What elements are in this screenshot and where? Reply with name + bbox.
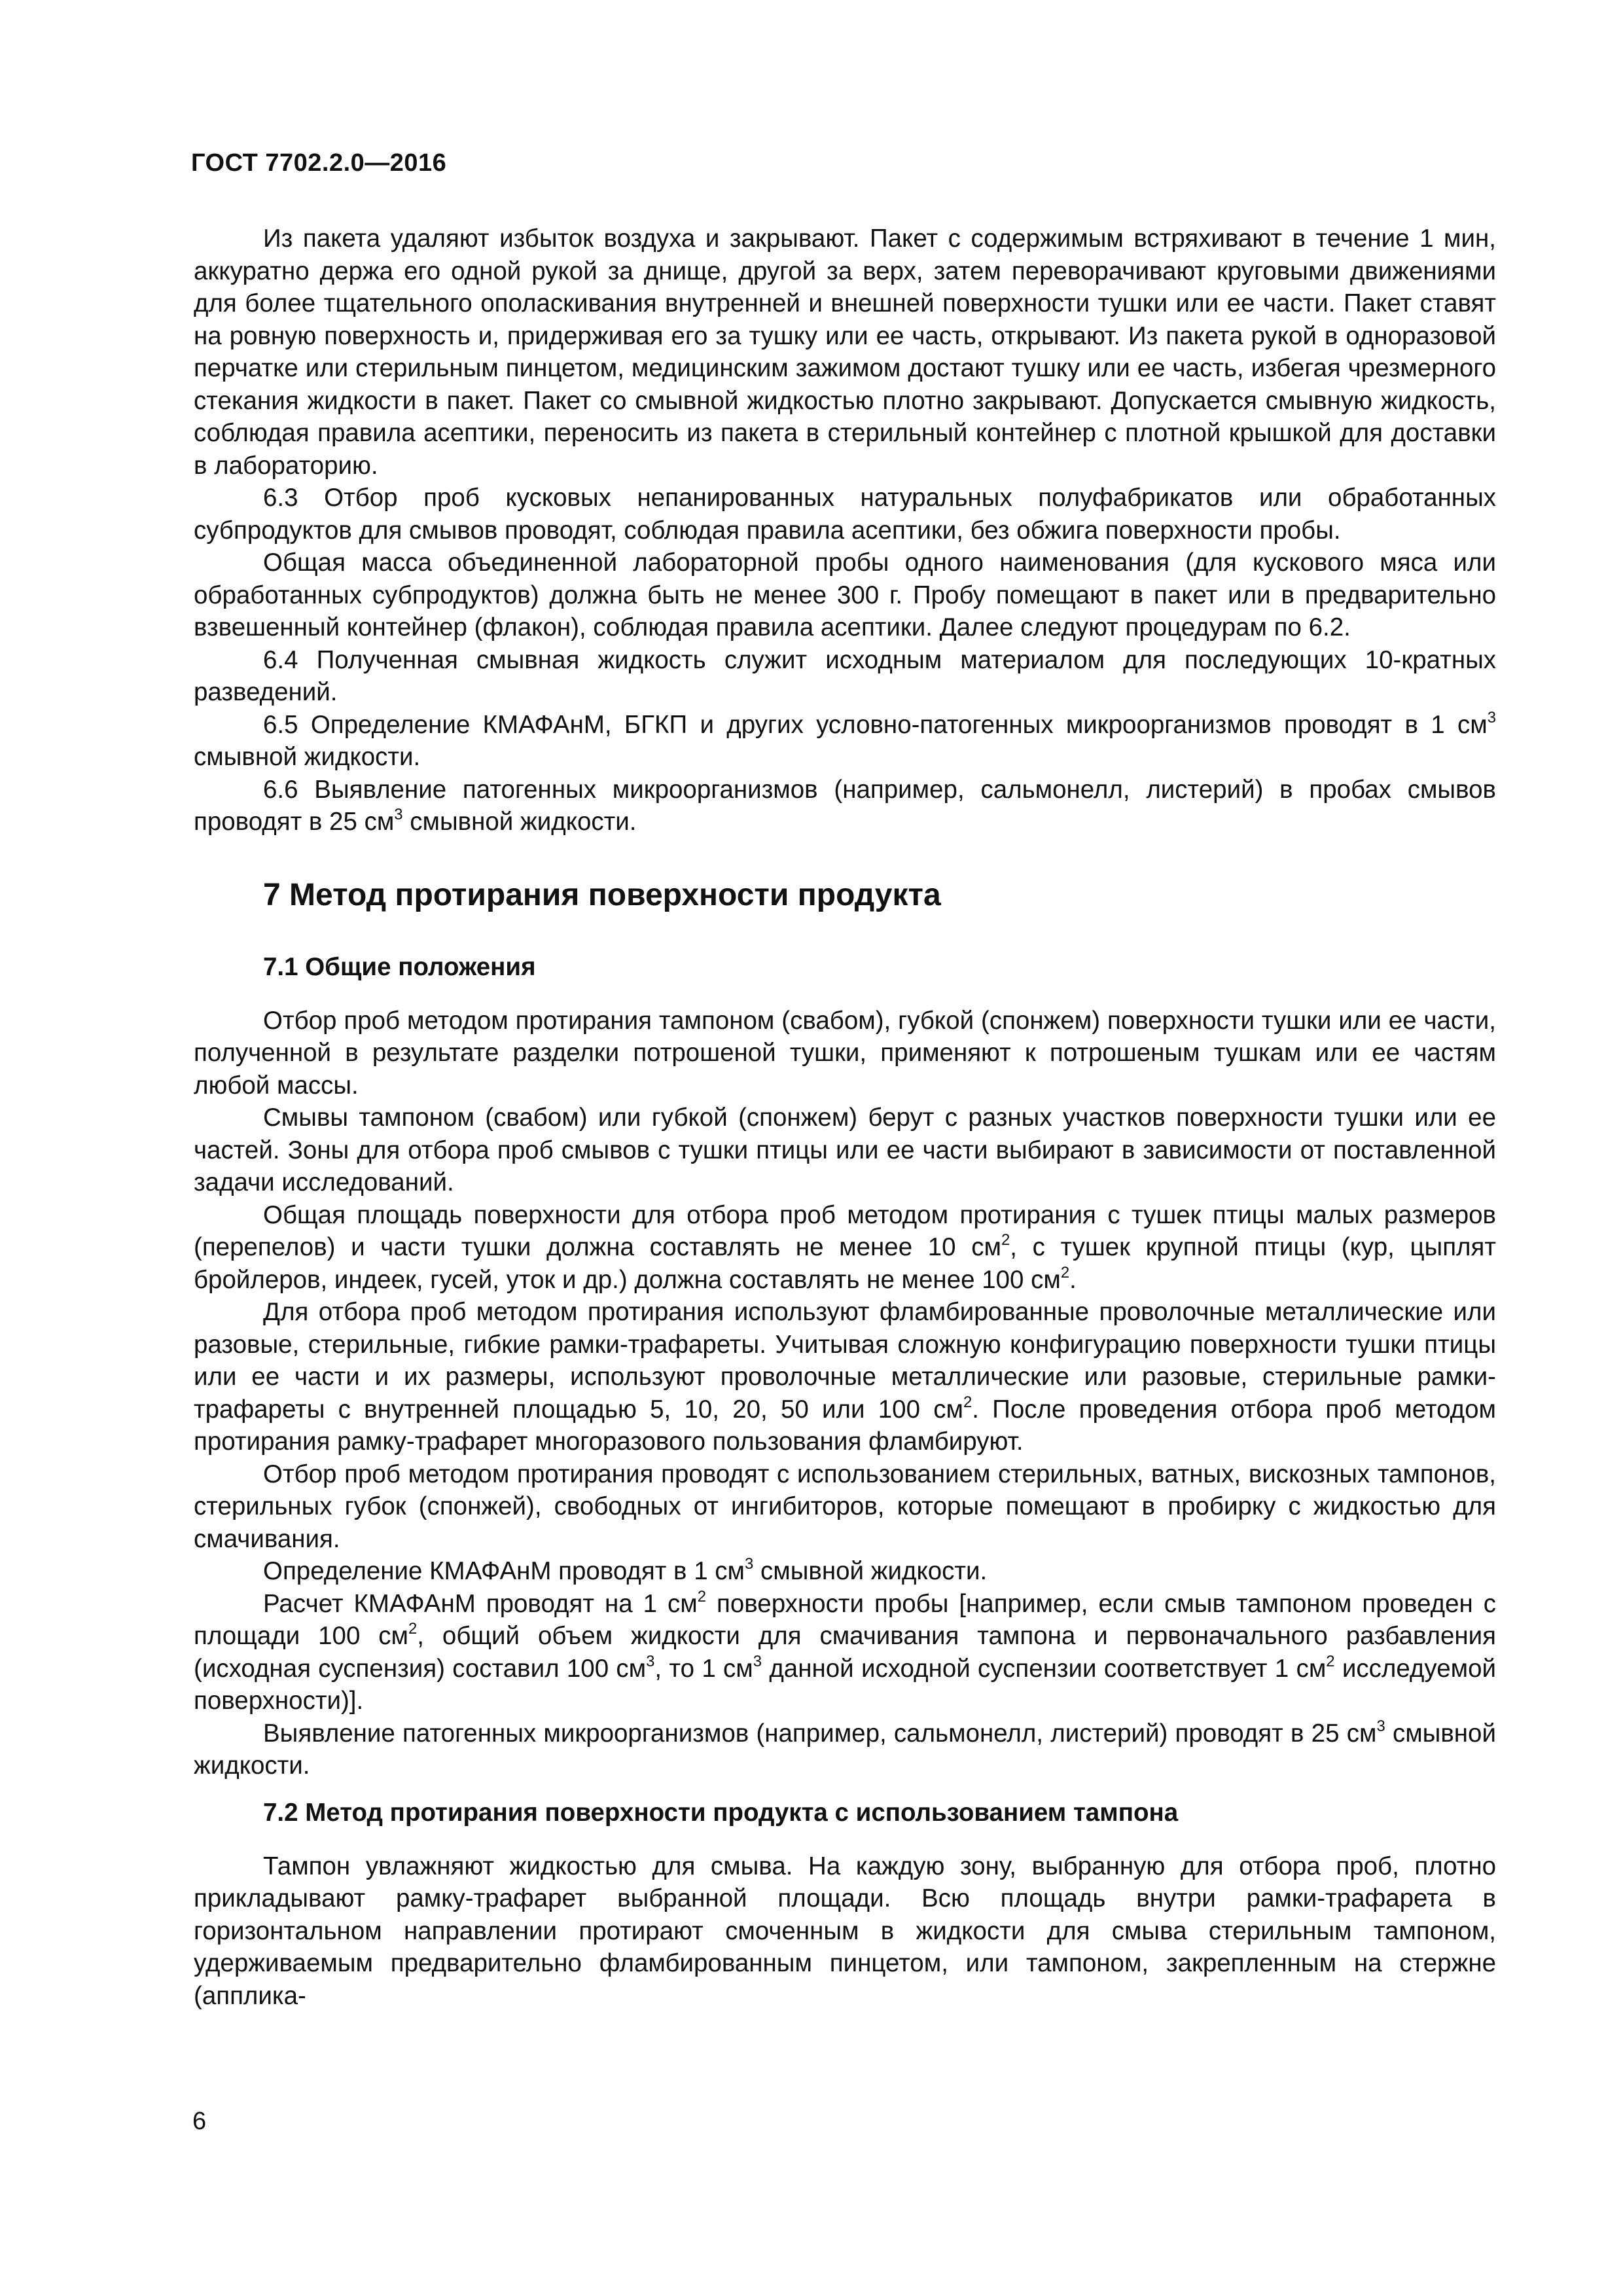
paragraph-7-2-1: Тампон увлажняют жидкостью для смыва. На каждую зону, выбранную для отбора проб, плотно прикладывают рамку-трафарет выбранной площади. Всю площадь внутри рамки-трафарета в горизонтальном направлении протирают смоченным в жидкости для смыва стерильным тампоном, удерживаемым предварительно фламбированным пинцетом, или тампоном, закрепленным на стержне (апплика- bbox=[194, 1852, 1496, 2010]
paragraph-6-6 bbox=[194, 774, 1496, 838]
page-number: 6 bbox=[192, 2108, 207, 2135]
subsection-7-1-heading: 7.1 Общие положения bbox=[263, 952, 536, 981]
document-header: ГОСТ 7702.2.0—2016 bbox=[191, 149, 447, 177]
superscript: 2 bbox=[1060, 1263, 1070, 1282]
paragraph-7-1-4 bbox=[194, 1296, 1496, 1458]
text-fragment: . bbox=[1069, 1265, 1077, 1294]
paragraph-7-1-8 bbox=[194, 1717, 1496, 1782]
text-fragment: смывной жидкости. bbox=[194, 1719, 1496, 1780]
text-fragment: смывной жидкости. bbox=[402, 808, 637, 836]
text-fragment: , с тушек крупной птицы (кур, цыплят бройлеров, индеек, гусей, уток и др.) должна составлять не менее 100 см bbox=[194, 1233, 1496, 1294]
text-fragment: Расчет КМАФАнМ проводят на 1 см bbox=[263, 1589, 698, 1618]
text-fragment: Общая площадь поверхности для отбора проб методом протирания с тушек птицы малых размеров (перепелов) и части тушки должна составлять не менее 10 см bbox=[194, 1200, 1496, 1261]
superscript: 3 bbox=[1487, 708, 1496, 726]
text-fragment: исследуемой поверхности)]. bbox=[194, 1654, 1496, 1715]
text-fragment: смывной жидкости. bbox=[753, 1557, 988, 1585]
text-fragment: поверхности пробы [например, если смыв тампоном проведен с площади 100 см bbox=[194, 1589, 1497, 1650]
paragraph-6-3: 6.3 Отбор проб кусковых непанированных натуральных полуфабрикатов или обработанных субпродуктов для смывов проводят, соблюдая правила асептики, без обжига поверхности пробы. bbox=[194, 484, 1496, 545]
superscript: 3 bbox=[753, 1652, 762, 1670]
superscript: 2 bbox=[408, 1620, 418, 1638]
superscript: 2 bbox=[963, 1393, 972, 1411]
paragraph-intro: Из пакета удаляют избыток воздуха и закрывают. Пакет с содержимым встряхивают в течение 1 мин, аккуратно держа его одной рукой за днище, другой за верх, затем переворачивают круговыми движениями для более тщательного ополаскивания внутренней и внешней поверхности тушки или ее части. Пакет ставят на ровную поверхность и, придерживая его за тушку или ее часть, открывают. Из пакета рукой в одноразовой перчатке или стерильным пинцетом, медицинским зажимом достают тушку или ее часть, избегая чрезмерного стекания жидкости в пакет. Пакет со смывной жидкостью плотно закрывают. Допускается смывную жидкость, соблюдая правила асептики, переносить из пакета в стерильный контейнер с плотной крышкой для доставки в лабораторию. bbox=[194, 224, 1496, 480]
subsection-7-2-heading: 7.2 Метод протирания поверхности продукта с использованием тампона bbox=[263, 1798, 1179, 1827]
paragraph-7-1-6 bbox=[194, 1555, 1496, 1588]
paragraph-7-1-2: Смывы тампоном (свабом) или губкой (спонжем) берут с разных участков поверхности тушки или ее частей. Зоны для отбора проб смывов с тушки птицы или ее части выбирают в зависимости от поставленной задачи исследований. bbox=[194, 1103, 1496, 1196]
superscript: 3 bbox=[394, 806, 403, 824]
paragraph-7-1-3 bbox=[194, 1199, 1496, 1297]
document-body bbox=[194, 223, 1496, 2012]
superscript: 3 bbox=[646, 1652, 655, 1670]
paragraph-7-1-1: Отбор проб методом протирания тампоном (свабом), губкой (спонжем) поверхности тушки или ее части, полученной в результате разделки потрошеной тушки, применяют к потрошеным тушкам или ее частям любой массы. bbox=[194, 1006, 1496, 1100]
superscript: 2 bbox=[697, 1587, 707, 1605]
superscript: 3 bbox=[1376, 1717, 1385, 1735]
section-7-heading: 7 Метод протирания поверхности продукта bbox=[263, 877, 941, 912]
superscript: 2 bbox=[1001, 1231, 1010, 1249]
paragraph-6-4: 6.4 Полученная смывная жидкость служит исходным материалом для последующих 10-кратных разведений. bbox=[194, 645, 1496, 706]
paragraph-7-1-5: Отбор проб методом протирания проводят с использованием стерильных, ватных, вискозных тампонов, стерильных губок (спонжей), свободных от ингибиторов, которые помещают в пробирку с жидкостью для смачивания. bbox=[194, 1460, 1496, 1553]
superscript: 3 bbox=[745, 1555, 754, 1573]
text-fragment: , общий объем жидкости для смачивания тампона и первоначального разбавления (исходная суспензия) составил 100 см bbox=[194, 1622, 1497, 1683]
paragraph-6-5 bbox=[194, 709, 1496, 774]
text-fragment: , то 1 см bbox=[654, 1654, 753, 1683]
paragraph-6-3-mass: Общая масса объединенной лабораторной пробы одного наименования (для кускового мяса или обработанных субпродуктов) должна быть не менее 300 г. Пробу помещают в пакет или в предварительно взвешенный контейнер (флакон), соблюдая правила асептики. Далее следуют процедурам по 6.2. bbox=[194, 548, 1496, 641]
text-fragment: смывной жидкости. bbox=[194, 743, 421, 771]
text-fragment: Выявление патогенных микроорганизмов (например, сальмонелл, листерий) проводят в 25 см bbox=[263, 1719, 1377, 1748]
superscript: 2 bbox=[1326, 1652, 1335, 1670]
text-fragment: 6.6 Выявление патогенных микроорганизмов (например, сальмонелл, листерий) в пробах смывов проводят в 25 см bbox=[194, 775, 1496, 836]
text-fragment: 6.5 Определение КМАФАнМ, БГКП и других условно-патогенных микроорганизмов проводят в 1 см bbox=[263, 710, 1488, 739]
text-fragment: Для отбора проб методом протирания используют фламбированные проволочные металлические или разовые, стерильные, гибкие рамки-трафареты. Учитывая сложную конфигурацию поверхности тушки птицы или ее части и их размеры, используют проволочные металлические или разовые, стерильные рамки-трафареты с внутренней площадью 5, 10, 20, 50 или 100 см bbox=[194, 1298, 1496, 1424]
text-fragment: Определение КМАФАнМ проводят в 1 см bbox=[263, 1557, 745, 1585]
text-fragment: данной исходной суспензии соответствует 1 см bbox=[762, 1654, 1327, 1683]
paragraph-7-1-7 bbox=[194, 1588, 1496, 1717]
text-fragment: . После проведения отбора проб методом протирания рамку-трафарет многоразового пользования фламбируют. bbox=[194, 1395, 1496, 1456]
